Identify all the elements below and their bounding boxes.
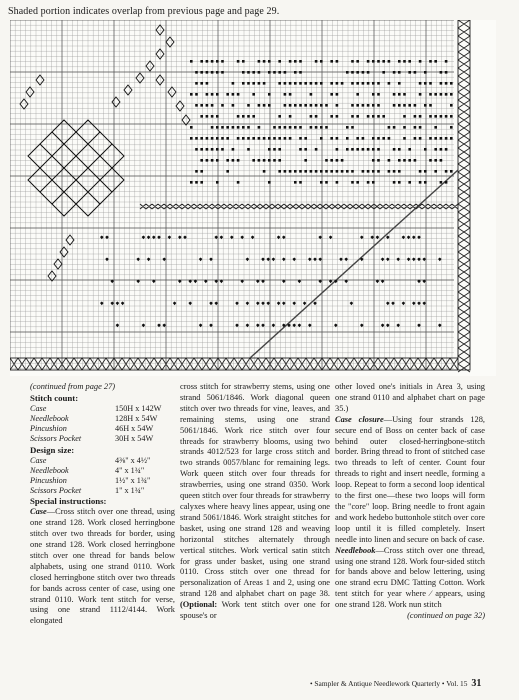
optional-label: (Optional:: [180, 600, 218, 610]
needlebook-instructions: —Cross stitch over one thread, using one strand 128. Work four-sided stitch for bands above and below lettering, using one strand ecru DMC Tatting Cotton. Work tent stitch for year where ⁄ appears, using one strand 128. Work nun stitch: [335, 545, 485, 610]
design-size-value: 4" x 1¾": [115, 465, 145, 475]
footer-publication: • Sampler & Antique Needlework Quarterly • Vol. 15: [310, 679, 468, 688]
design-size-item: Scissors Pocket: [30, 486, 82, 496]
table-row: [30, 476, 150, 486]
table-row: [30, 404, 161, 414]
case-closure-instructions: —Using four strands 128, secure end of Boss on center back of case behind outer closed-herringbone-stitch border. Bring thread to front of stitched case two threads to left of center. Count four threads to right and insert needle, forming a loop. Repeat to form a second loop identical to the first one—these two loops will form the "core" loop. Bring needle to front again and work hedebo buttonhole stitch over core loop until it is filled completely. Insert needle into linen and secure on back of case.: [335, 414, 485, 544]
optional-text: Work tent stitch over one for spouse's or: [180, 600, 330, 621]
case-instructions: —Cross stitch over one thread, using one strand 128. Work closed herringbone stitch over two threads for border, using one strand 128. Work closed herringbone stitch over one thread for bands below alphabets, using one strand 0110. Work closed herringbone stitch over two threads for bands across center of case, using one strand 0110. Work tent stitch for verse, using one strand 1112/4144. Work elongated: [30, 507, 175, 626]
column-2-text: [180, 382, 330, 622]
stitch-count-value: 46H x 54W: [115, 424, 154, 434]
special-instructions-text: [30, 507, 175, 627]
stitch-count-value: 150H x 142W: [115, 403, 162, 413]
design-size-item: Case: [30, 455, 47, 465]
table-row: [30, 424, 161, 434]
stitch-count-heading: Stitch count:: [30, 392, 79, 403]
stitch-count-item: Scissors Pocket: [30, 434, 82, 444]
stitch-count-item: Needlebook: [30, 414, 69, 424]
table-row: [30, 456, 150, 466]
design-size-value: 1½" x 1¾": [115, 475, 151, 485]
design-size-item: Needlebook: [30, 465, 69, 475]
page-footer: [310, 678, 481, 689]
chart-graphic: [10, 20, 496, 376]
continued-from: (continued from page 27): [30, 382, 116, 391]
overlap-note: Shaded portion indicates overlap from previous page and page 29.: [8, 6, 280, 17]
design-size-heading: Design size:: [30, 444, 75, 455]
case-closure-text: [335, 415, 485, 546]
column-3: [335, 382, 485, 622]
design-size-value: 4⅜" x 4½": [115, 455, 151, 465]
needlebook-text: [335, 546, 485, 611]
design-size-table: [30, 456, 150, 497]
initials-instructions: other loved one's initials in Area 3, using one strand 0110 and alphabet chart on page 35.): [335, 382, 485, 413]
stitch-count-table: [30, 404, 161, 445]
column-1: [30, 382, 175, 627]
design-size-value: 1" x 1¾": [115, 486, 145, 496]
design-size-item: Pincushion: [30, 475, 67, 485]
stitch-count-item: Case: [30, 403, 47, 413]
table-row: [30, 486, 150, 496]
continued-on: (continued on page 32): [407, 611, 485, 621]
page-number: 31: [471, 678, 482, 689]
cross-stitch-chart: [10, 20, 496, 376]
case-lead: Case: [30, 507, 47, 517]
column-2: [180, 382, 330, 622]
case-closure-lead: Case closure: [335, 414, 384, 424]
stitch-instructions: cross stitch for strawberry stems, using one strand 5061/1846. Work diagonal queen stitch over two threads for vine, leaves, and remaining stems, using one strand 5061/1846. Work rice stitch over four threads for strawberry blooms, using two strands 4012/523 for large cross stitch and two strands 0057/blanc for remaining legs. Work queen stitch over four threads for strawberries, using one strand 0350. Work queen stitch over four threads for strawberry calyxes where heavy lines appear, using one strand 5061/1846. Work straight stitches for basket, using one strand 128 and weaving horizontal stitches alternately through vertical stitches. Work vertical satin stitch for grass under basket, using one strand 0110. Cross stitch over one thread for personalization of Areas 1 and 2, using one strand 128 and alphabet chart on page 38.: [180, 382, 330, 599]
stitch-count-item: Pincushion: [30, 424, 67, 434]
special-instructions-heading: Special instructions:: [30, 496, 107, 507]
stitch-count-value: 128H x 54W: [115, 414, 158, 424]
stitch-count-value: 30H x 54W: [115, 434, 154, 444]
table-row: [30, 414, 161, 424]
table-row: [30, 466, 150, 476]
needlebook-lead: Needlebook: [335, 545, 376, 555]
table-row: [30, 434, 161, 444]
